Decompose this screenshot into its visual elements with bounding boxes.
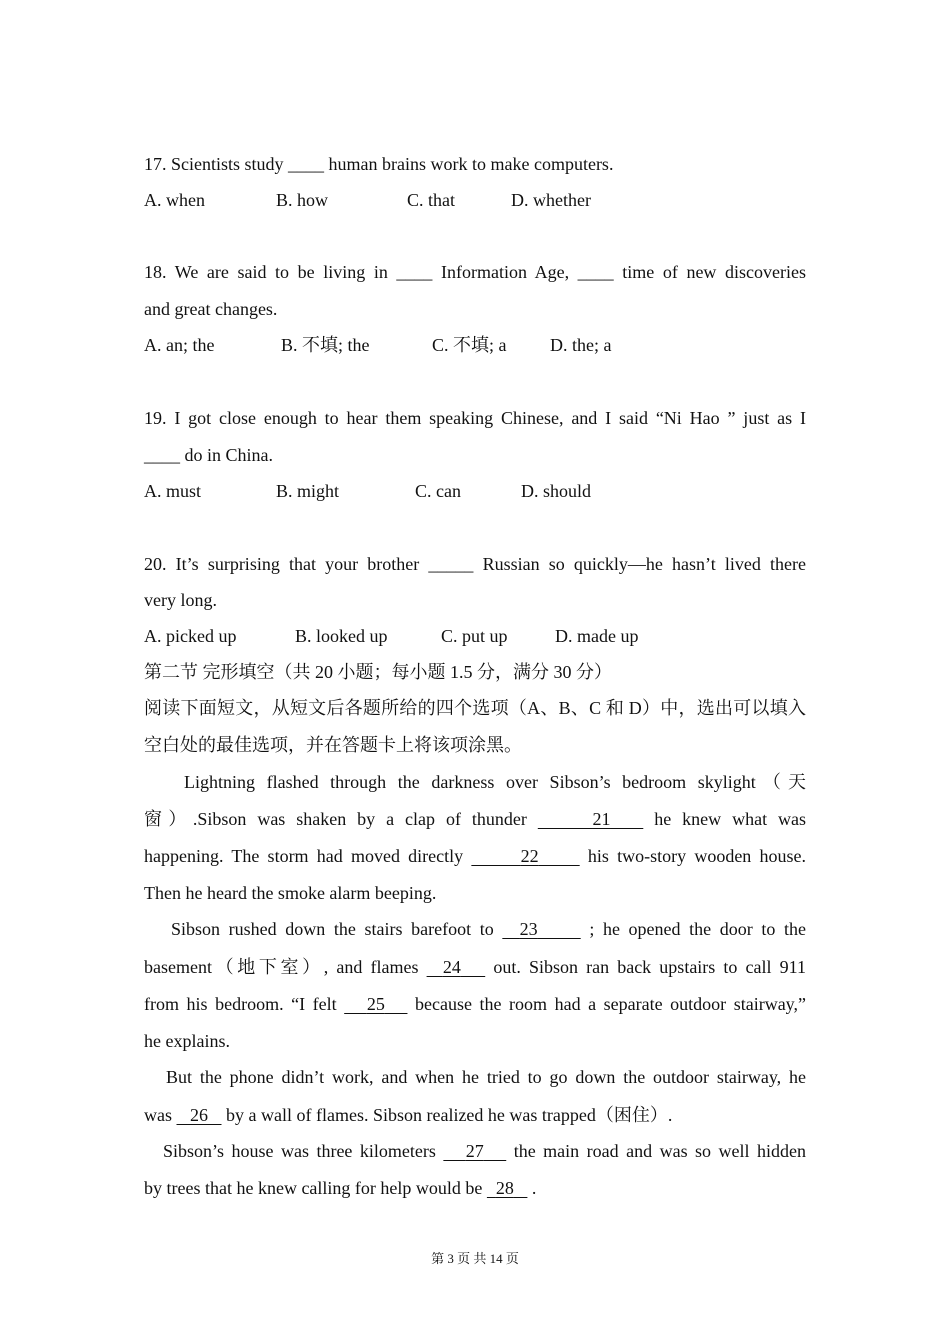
section-instructions: 阅读下面短文，从短文后各题所给的四个选项（A、B、C 和 D）中，选出可以填入: [144, 698, 806, 718]
cloze-blank: [502, 919, 580, 939]
passage-line: [163, 1140, 806, 1162]
answer-option: B. how: [276, 190, 329, 210]
blank-number: 21: [592, 809, 611, 829]
answer-option: C. that: [407, 190, 455, 210]
answer-option: D. whether: [511, 190, 591, 210]
question-stem: 20. It’s surprising that your brother _____ Russian so quickly—he hasn’t lived there: [144, 554, 806, 574]
cloze-blank: [538, 809, 644, 829]
answer-option: D. should: [521, 481, 592, 501]
blank-number: 28: [495, 1178, 514, 1198]
section-instructions: 空白处的最佳选项，并在答题卡上将该项涂黑。: [144, 735, 522, 755]
cloze-blank: [177, 1105, 222, 1125]
answer-option: D. made up: [555, 626, 639, 646]
passage-line: [144, 882, 806, 904]
passage-text: he explains.: [144, 1031, 230, 1051]
passage-text: was: [144, 1105, 177, 1125]
cloze-blank: [487, 1178, 528, 1198]
question-stem: very long.: [144, 590, 217, 610]
passage-text: he knew what was: [643, 809, 806, 829]
passage-line: [144, 1104, 806, 1126]
passage-line: [144, 1030, 806, 1052]
answer-option: B. looked up: [295, 626, 388, 646]
passage-text: Sibson’s house was three kilometers: [163, 1141, 444, 1161]
passage-line: [171, 918, 806, 940]
passage-text: from his bedroom. “I felt: [144, 994, 345, 1014]
passage-text: .: [527, 1178, 537, 1198]
answer-option: C. can: [415, 481, 461, 501]
passage-text: by trees that he knew calling for help would be: [144, 1178, 487, 1198]
question-stem: ____ do in China.: [144, 445, 273, 465]
passage-text: ; he opened the door to the: [580, 919, 807, 939]
answer-option: C. 不填; a: [432, 335, 507, 355]
passage-text: 窗）.Sibson was shaken by a clap of thunder: [144, 809, 538, 829]
passage-line: [144, 845, 806, 867]
passage-line: [166, 1066, 806, 1088]
cloze-blank: [443, 1141, 506, 1161]
cloze-blank: [471, 846, 579, 866]
passage-text: happening. The storm had moved directly: [144, 846, 472, 866]
question-stem: 17. Scientists study ____ human brains work to make computers.: [144, 154, 614, 174]
passage-text: the main road and was so well hidden: [506, 1141, 806, 1161]
passage-text: because the room had a separate outdoor stairway,”: [407, 994, 807, 1014]
blank-number: 23: [519, 919, 538, 939]
passage-text: out. Sibson ran back upstairs to call 911: [485, 957, 806, 977]
answer-option: A. must: [144, 481, 202, 501]
answer-option: D. the; a: [550, 335, 612, 355]
passage-text: his two-story wooden house.: [579, 846, 807, 866]
page-footer: 第 3 页 共 14 页: [431, 1251, 519, 1266]
answer-option: A. picked up: [144, 626, 237, 646]
passage-text: Lightning flashed through the darkness over Sibson’s bedroom skylight（天: [184, 772, 806, 792]
passage-line: [184, 771, 806, 793]
section-title: 第二节 完形填空（共 20 小题；每小题 1.5 分，满分 30 分）: [144, 662, 612, 682]
cloze-blank: [344, 994, 407, 1014]
answer-option: A. when: [144, 190, 205, 210]
passage-line: [144, 808, 806, 830]
answer-option: C. put up: [441, 626, 508, 646]
answer-option: B. 不填; the: [281, 335, 370, 355]
passage-line: [144, 1177, 806, 1199]
passage-text: But the phone didn’t work, and when he tried to go down the outdoor stairway, he: [166, 1067, 806, 1087]
passage-line: [144, 993, 806, 1015]
passage-text: Then he heard the smoke alarm beeping.: [144, 883, 437, 903]
passage-line: [144, 956, 806, 978]
cloze-blank: [427, 957, 486, 977]
blank-number: 22: [520, 846, 539, 866]
question-stem: 19. I got close enough to hear them speaking Chinese, and I said “Ni Hao ” just as I: [144, 408, 806, 428]
blank-number: 24: [442, 957, 461, 977]
answer-option: B. might: [276, 481, 340, 501]
answer-option: A. an; the: [144, 335, 215, 355]
passage-text: by a wall of flames. Sibson realized he was trapped（困住）.: [221, 1105, 673, 1125]
blank-number: 25: [366, 994, 385, 1014]
blank-number: 26: [190, 1105, 208, 1125]
blank-number: 27: [465, 1141, 484, 1161]
question-stem: 18. We are said to be living in ____ Information Age, ____ time of new discoveries: [144, 262, 806, 282]
passage-text: basement（地下室）, and flames: [144, 957, 427, 977]
passage-text: Sibson rushed down the stairs barefoot to: [171, 919, 503, 939]
question-stem: and great changes.: [144, 299, 278, 319]
